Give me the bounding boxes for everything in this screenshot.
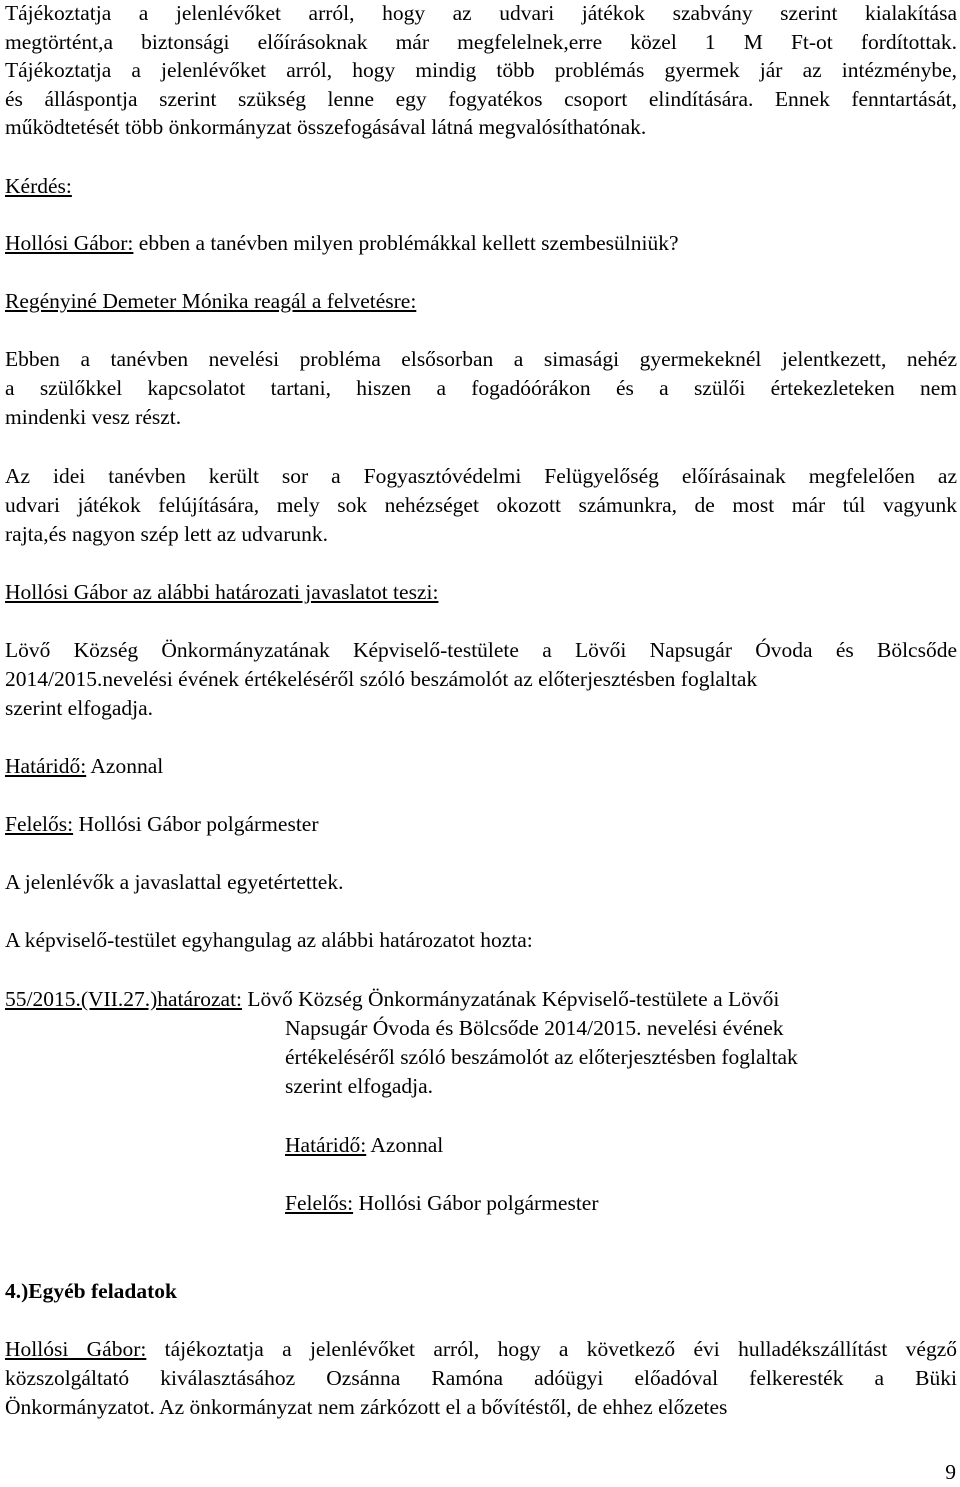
speaker-name: Hollósi Gábor: xyxy=(5,231,134,255)
resolution-deadline-line xyxy=(285,1131,443,1160)
final-speaker: Hollósi Gábor: xyxy=(5,1337,147,1361)
paragraph-line-2: udvari játékok felújítására, mely sok nehézséget okozott számunkra, de most már túl vagyunk xyxy=(5,493,957,517)
final-line-1 xyxy=(5,1335,957,1364)
paragraph-line-1: Az idei tanévben került sor a Fogyasztóvédelmi Felügyelőség előírásainak megfelelően az xyxy=(5,464,957,488)
proposal-line-3: szerint elfogadja. xyxy=(5,696,154,720)
intro-line-1: Tájékoztatja a jelenlévőket arról, hogy az udvari játékok szabvány szerint kialakítása xyxy=(5,1,957,25)
responsible-line xyxy=(5,810,319,839)
resolution-deadline-value: Azonnal xyxy=(366,1133,444,1157)
answer-line-2: a szülőkkel kapcsolatot tartani, hiszen a fogadóórákon és a szülői értekezleteken nem xyxy=(5,376,957,400)
proposal-line-2: 2014/2015.nevelési évének értékeléséről szóló beszámolót az előterjesztésben foglaltak xyxy=(5,667,758,691)
decision-intro: A képviselő-testület egyhangulag az alábbi határozatot hozta: xyxy=(5,928,533,952)
intro-line-2: megtörtént,a biztonsági előírásoknak már megfelelnek,erre közel 1 M Ft-ot fordítottak. xyxy=(5,30,957,54)
intro-line-4: és álláspontja szerint szükség lenne egy fogyatékos csoport elindítására. Ennek fenntartását, xyxy=(5,87,957,111)
proposal-line-1: Lövő Község Önkormányzatának Képviselő-testülete a Lövői Napsugár Óvoda és Bölcsőde xyxy=(5,638,957,662)
resolution-line-1 xyxy=(5,985,779,1014)
agreement-statement: A jelenlévők a javaslattal egyetértettek. xyxy=(5,870,344,894)
paragraph-line-3: rajta,és nagyon szép lett az udvarunk. xyxy=(5,522,328,546)
responsible-label: Felelős: xyxy=(5,812,74,836)
resolution-number: 55/2015.(VII.27.)határozat: xyxy=(5,987,243,1011)
resolution-responsible-label: Felelős: xyxy=(285,1191,354,1215)
final-line-2: közszolgáltató kiválasztásához Ozsánna Ramóna adóügyi előadóval felkeresték a Büki xyxy=(5,1366,957,1390)
responsible-value: Hollósi Gábor polgármester xyxy=(73,812,319,836)
question-text: ebben a tanévben milyen problémákkal kellett szembesülniük? xyxy=(133,231,679,255)
deadline-value: Azonnal xyxy=(86,754,164,778)
final-text-1: tájékoztatja a jelenlévőket arról, hogy a következő évi hulladékszállítást végző xyxy=(146,1337,957,1361)
page-number: 9 xyxy=(945,1460,956,1484)
resolution-line-4: szerint elfogadja. xyxy=(285,1074,434,1098)
section-heading: 4.)Egyéb feladatok xyxy=(5,1279,177,1303)
deadline-label: Határidő: xyxy=(5,754,87,778)
final-line-3: Önkormányzatot. Az önkormányzat nem zárkózott el a bővítéstől, de ehhez előzetes xyxy=(5,1395,728,1419)
resolution-responsible-line xyxy=(285,1189,599,1218)
question-label: Kérdés: xyxy=(5,174,72,198)
answer-line-1: Ebben a tanévben nevelési probléma elsősorban a simasági gyermekeknél jelentkezett, nehéz xyxy=(5,347,957,371)
resolution-responsible-value: Hollósi Gábor polgármester xyxy=(353,1191,599,1215)
intro-line-3: Tájékoztatja a jelenlévőket arról, hogy mindig több problémás gyermek jár az intézménybe, xyxy=(5,58,957,82)
intro-line-5: működtetését több önkormányzat összefogásával látná megvalósíthatónak. xyxy=(5,115,647,139)
deadline-line xyxy=(5,752,163,781)
resolution-deadline-label: Határidő: xyxy=(285,1133,367,1157)
resolution-text-1: Lövő Község Önkormányzatának Képviselő-testülete a Lövői xyxy=(242,987,780,1011)
resolution-line-3: értékeléséről szóló beszámolót az előterjesztésben foglaltak xyxy=(285,1045,798,1069)
answer-line-3: mindenki vesz részt. xyxy=(5,405,182,429)
resolution-line-2: Napsugár Óvoda és Bölcsőde 2014/2015. nevelési évének xyxy=(285,1016,784,1040)
reply-label: Regényiné Demeter Mónika reagál a felvetésre: xyxy=(5,289,417,313)
question-line xyxy=(5,229,679,258)
proposal-label: Hollósi Gábor az alábbi határozati javaslatot teszi: xyxy=(5,580,439,604)
